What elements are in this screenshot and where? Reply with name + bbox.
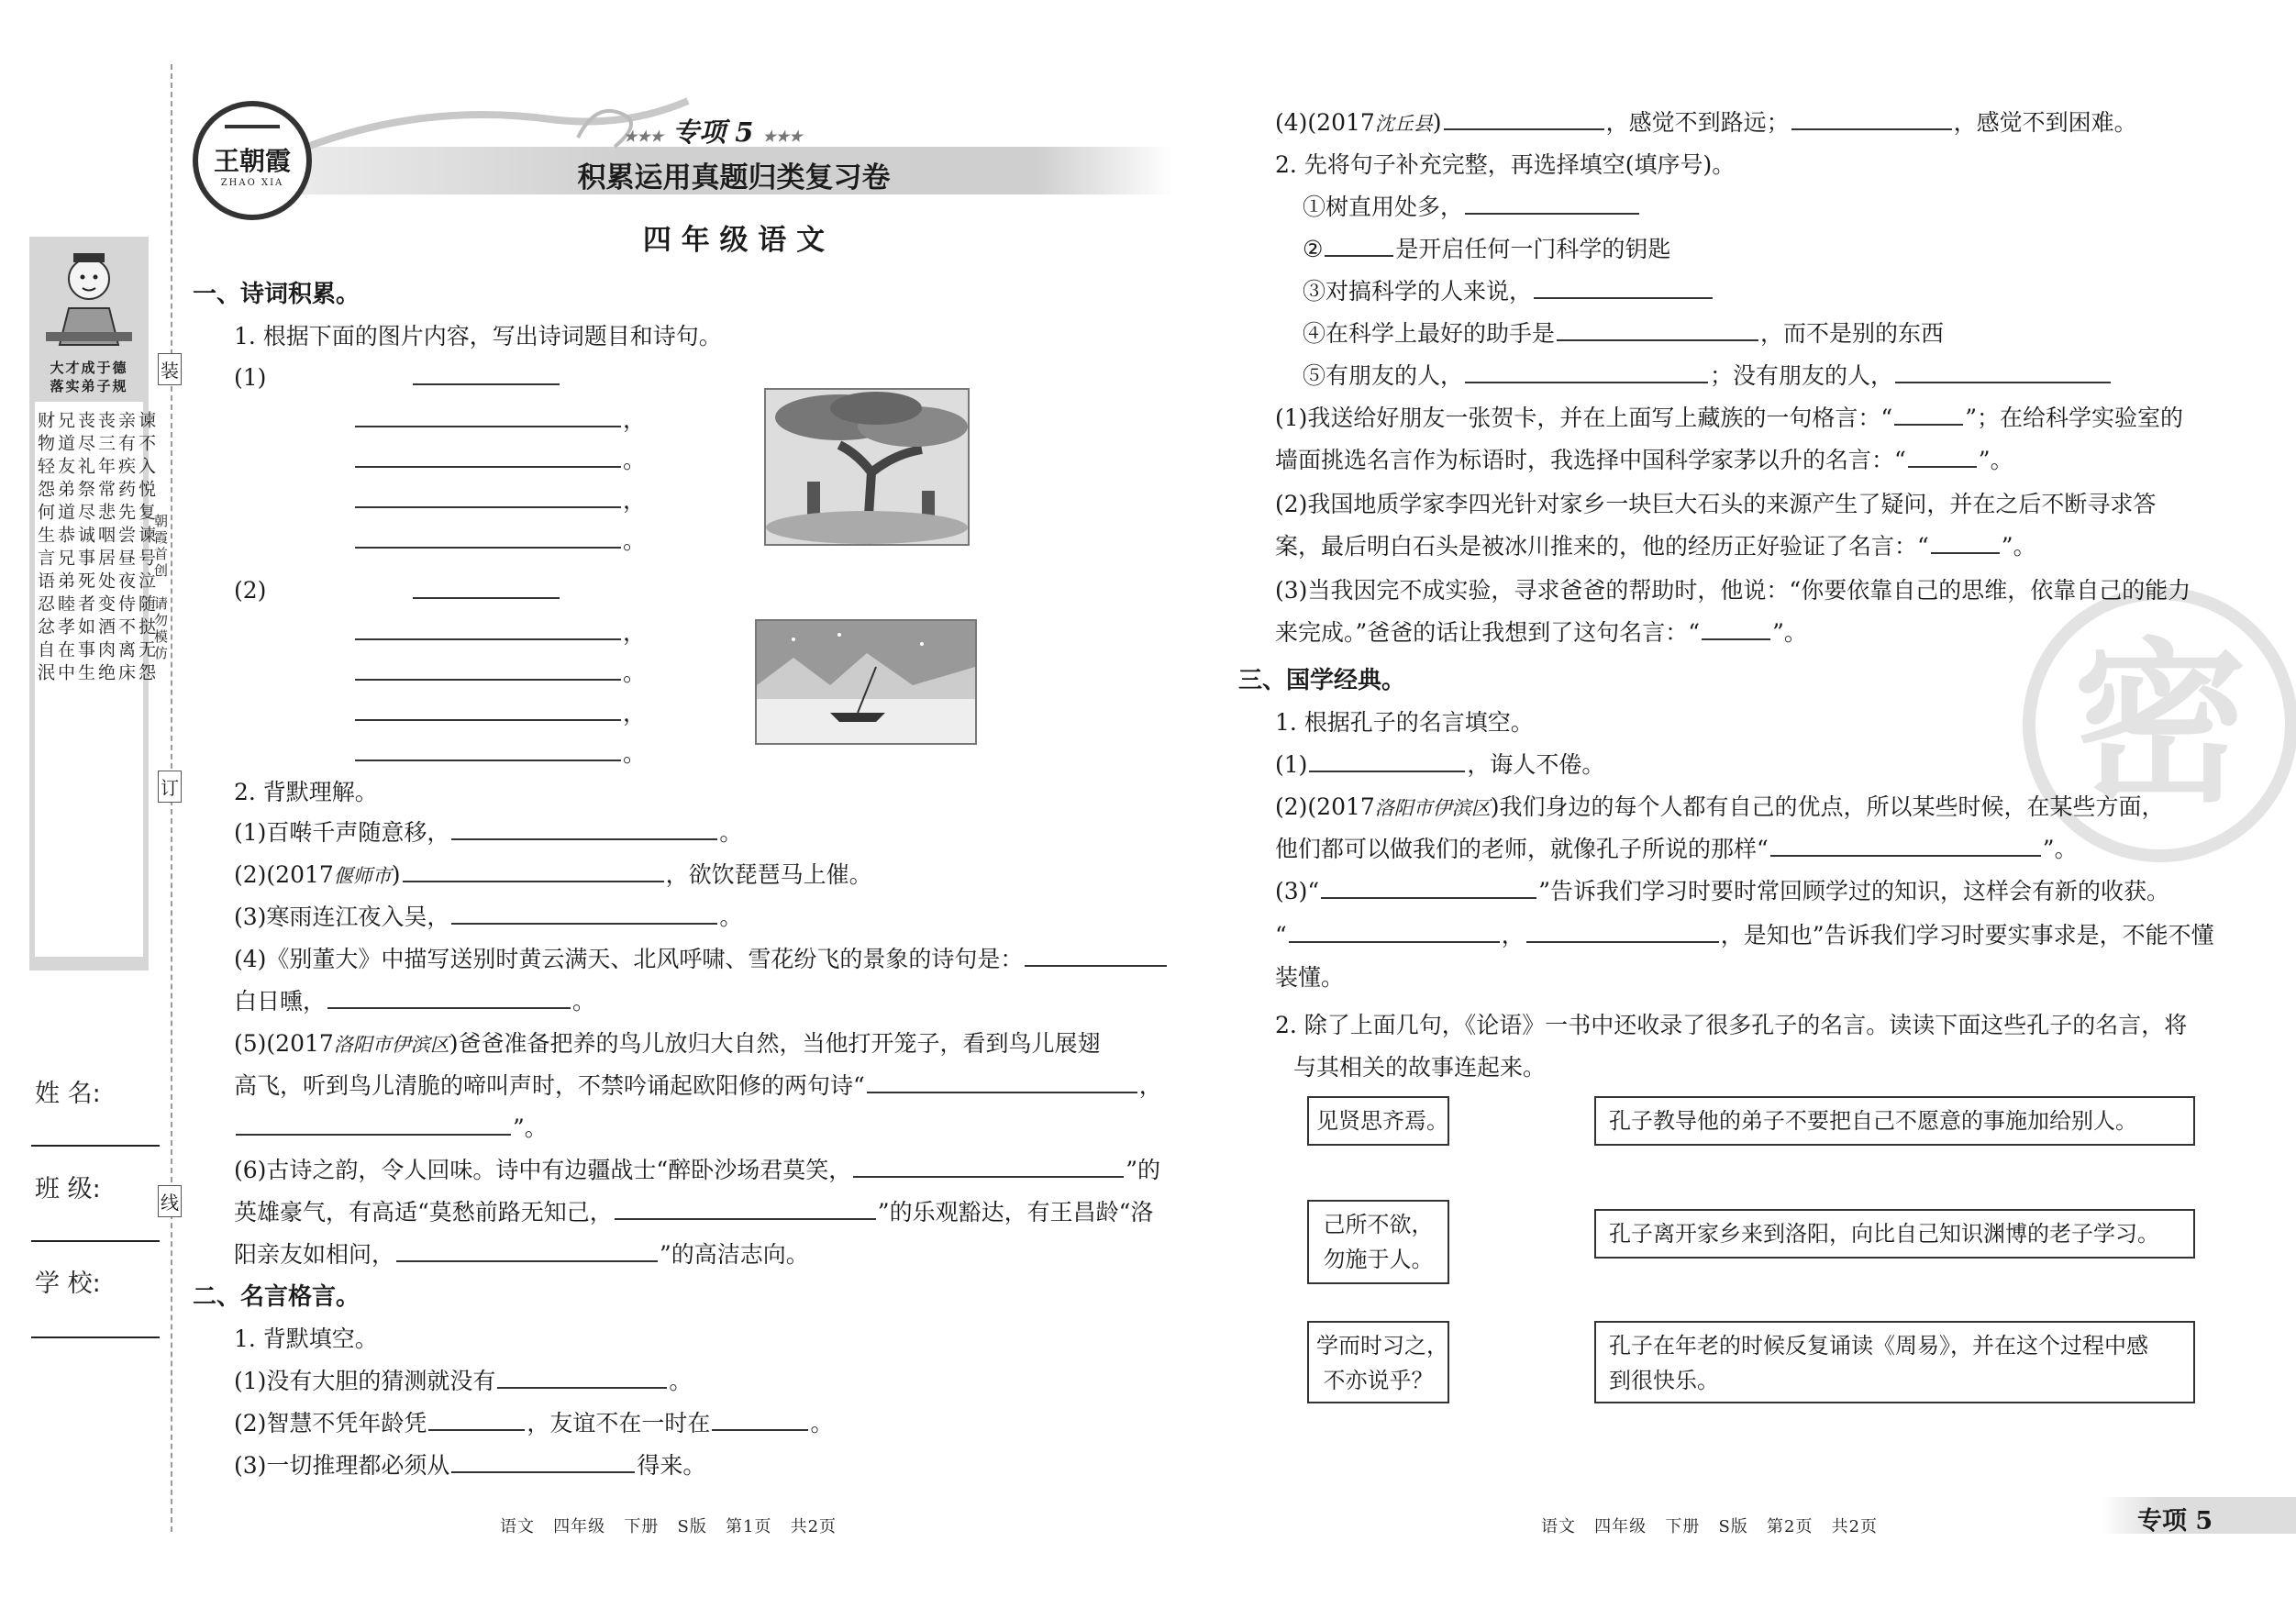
poem-illustration-1 <box>764 388 970 546</box>
apply-2b <box>1275 527 2036 567</box>
k2b-pre: 他们都可以做我们的老师，就像孔子所说的那样“ <box>1275 836 1769 862</box>
q2-line-d2 <box>234 981 595 1022</box>
q2-a-end: 。 <box>719 819 743 846</box>
apply-2b-pre: 案，最后明白石头是被冰川推来的，他的经历正好验证了名言：“ <box>1275 533 1929 560</box>
s2-a-text: (1)没有大胆的猜测就没有 <box>234 1368 496 1394</box>
q2-c-end: 。 <box>719 904 743 930</box>
punct: ， <box>623 619 647 646</box>
apply-3a: (3)当我因完不成实验，寻求爸爸的帮助时，他说：“你要依靠自己的思维，依靠自己的能力 <box>1275 577 2191 604</box>
side-note-1: 朝霞首创 <box>152 514 169 580</box>
question-2-2: 2. 先将句子补充完整，再选择填空(填序号)。 <box>1275 151 1736 178</box>
snow-river-image <box>757 621 975 743</box>
q2-line-f3 <box>234 1235 809 1275</box>
q2-b-tag: 偃师市 <box>333 865 392 887</box>
k1-line <box>1275 745 1604 785</box>
logo-subtext: ZHAO XIA <box>220 178 284 188</box>
story-box-3[interactable] <box>1594 1321 2195 1403</box>
side-mark-xian: 线 <box>158 1185 182 1217</box>
q2-line-f2 <box>234 1192 1153 1233</box>
answer-blank[interactable] <box>1702 615 1770 640</box>
apply-1b-post: ”。 <box>1978 447 2013 473</box>
answer-blank[interactable] <box>853 1152 1124 1178</box>
answer-blank[interactable] <box>1321 873 1536 899</box>
choice-5-post: ；没有朋友的人， <box>1710 362 1894 389</box>
answer-blank[interactable] <box>615 1194 876 1220</box>
subject-subtitle: 四 年 级 语 文 <box>642 224 826 257</box>
answer-blank[interactable] <box>1444 105 1604 130</box>
answer-blank[interactable] <box>1770 831 2041 857</box>
r4-line <box>1275 103 2137 144</box>
q2-line-d1 <box>234 939 1169 980</box>
answer-blank[interactable] <box>355 736 621 761</box>
s2-b-pre: (2)智慧不凭年龄凭 <box>234 1410 427 1436</box>
q2-f2-pre: 英雄豪气，有高适“莫愁前路无知己， <box>234 1199 613 1225</box>
answer-blank[interactable] <box>236 1110 511 1136</box>
q2-line-b <box>234 855 872 896</box>
q2-e2-end: ， <box>1138 1072 1162 1099</box>
q2-f2-post: ”的乐观豁达，有王昌龄“洛 <box>877 1199 1154 1225</box>
poem-lines-1 <box>353 400 646 561</box>
corner-label: 专项 5 <box>2137 1507 2213 1536</box>
saying-box-3[interactable] <box>1307 1321 1449 1403</box>
k1-post: ，诲人不倦。 <box>1467 751 1605 778</box>
s2-b-mid: ，友谊不在一时在 <box>527 1410 711 1436</box>
question-3-2a: 2. 除了上面几句，《论语》一书中还收录了很多孔子的名言。读读下面这些孔子的名言，将 <box>1275 1012 2188 1038</box>
choice-3-text: ③对搞科学的人来说， <box>1303 278 1533 305</box>
r4-pre: (4)(2017 <box>1275 109 1375 136</box>
apply-2a: (2)我国地质学家李四光针对家乡一块巨大石头的来源产生了疑问，并在之后不断寻求答 <box>1275 491 2157 517</box>
q2-line-e1 <box>234 1024 1101 1065</box>
k2b-line <box>1275 829 2078 870</box>
section-2-title: 二、名言格言。 <box>193 1283 360 1311</box>
q2-line-e2 <box>234 1066 1162 1106</box>
saying-box-1[interactable] <box>1307 1096 1449 1146</box>
answer-blank[interactable] <box>451 815 717 840</box>
name-field[interactable] <box>31 1143 160 1147</box>
school-field[interactable] <box>31 1335 160 1338</box>
choice-2 <box>1303 229 1670 270</box>
k3c-line: 装懂。 <box>1275 964 1345 991</box>
punct: 。 <box>623 660 647 686</box>
choice-3 <box>1303 272 1714 312</box>
answer-blank[interactable] <box>451 1447 635 1473</box>
star-decoration-icon: ★★★ <box>762 128 803 145</box>
q2-e3-end: ”。 <box>513 1115 548 1141</box>
side-mark-ding: 订 <box>158 771 182 803</box>
q1-item-1-label: (1) <box>234 364 267 391</box>
poem-column: 丧三年常悲咽居处变酒肉绝 <box>95 411 116 686</box>
q2-e-tag: 洛阳市伊滨区 <box>333 1034 449 1056</box>
apply-1a <box>1275 398 2183 438</box>
choice-5 <box>1303 356 2113 396</box>
section-1-title: 一、诗词积累。 <box>193 281 360 308</box>
k2a-post: )我们身边的每个人都有自己的优点，所以某些时候，在某些方面， <box>1490 793 2165 820</box>
answer-blank[interactable] <box>1025 941 1167 967</box>
poem-column: 亲有疾药先尝昼夜侍不离床 <box>116 411 136 686</box>
school-label: 学 校: <box>35 1270 101 1298</box>
s2-a-end: 。 <box>669 1368 693 1394</box>
q2-a-text: (1)百啭千声随意移， <box>234 819 450 846</box>
side-note-2: 请勿模仿 <box>152 596 169 662</box>
q2-c-text: (3)寒雨连江夜入吴， <box>234 904 450 930</box>
motto-panel <box>29 237 156 970</box>
binding-strip <box>0 0 179 1597</box>
k3a-pre: (3)“ <box>1275 878 1320 904</box>
q2-line-e3 <box>234 1108 548 1148</box>
apply-1b-pre: 墙面挑选名言作为标语时，我选择中国科学家茅以升的名言：“ <box>1275 447 1906 473</box>
question-1-1: 1. 根据下面的图片内容，写出诗词题目和诗句。 <box>234 323 722 349</box>
logo-text: 王朝霞 <box>213 146 291 176</box>
answer-blank[interactable] <box>1325 231 1393 257</box>
answer-blank[interactable] <box>712 1405 808 1431</box>
q1-item-2-label: (2) <box>234 577 267 604</box>
logo-crown-icon <box>225 112 280 128</box>
saying-text: 己所不欲， 勿施于人。 <box>1323 1212 1434 1272</box>
answer-blank[interactable] <box>355 695 621 721</box>
watermark-text: 密 <box>2072 621 2247 826</box>
q2-b-pre: (2)(2017 <box>234 861 334 888</box>
s2-b-end: 。 <box>810 1410 834 1436</box>
poem-column: 谏不入悦复谏号泣随挞无怨 <box>136 411 156 686</box>
apply-3b-pre: 来完成。”爸爸的话让我想到了这句名言：“ <box>1275 619 1701 646</box>
saying-box-2[interactable] <box>1307 1200 1449 1284</box>
answer-blank[interactable] <box>327 983 571 1009</box>
answer-blank[interactable] <box>355 442 621 468</box>
choice-2-post: 是开启任何一门科学的钥匙 <box>1395 236 1671 262</box>
poem-title-blank-1[interactable] <box>413 383 560 385</box>
poem-illustration-2 <box>755 619 977 745</box>
q2-line-c <box>234 897 742 937</box>
punct: 。 <box>623 740 647 767</box>
q2-f3-post: ”的高洁志向。 <box>660 1241 809 1268</box>
poem-column: 兄道友弟道恭兄弟睦孝在中 <box>55 411 75 686</box>
punct: 。 <box>623 527 647 554</box>
q2-line-f1 <box>234 1150 1160 1191</box>
story-text: 孔子教导他的弟子不要把自己不愿意的事施加给别人。 <box>1609 1108 2137 1134</box>
answer-blank[interactable] <box>1791 105 1952 130</box>
r4-b: ，感觉不到困难。 <box>1953 109 2137 136</box>
answer-blank[interactable] <box>1309 747 1465 772</box>
answer-blank[interactable] <box>355 482 621 508</box>
punct: ， <box>623 700 647 726</box>
series-label: 专项 5 <box>672 116 754 148</box>
side-mark-zhuang: 装 <box>158 353 182 385</box>
answer-blank[interactable] <box>1557 316 1758 341</box>
class-field[interactable] <box>31 1238 160 1242</box>
answer-blank[interactable] <box>1534 273 1713 299</box>
poem-columns <box>35 402 156 957</box>
right-page-footer: 语文 四年级 下册 S版 第2页 共2页 <box>1541 1517 1879 1536</box>
k1-pre: (1) <box>1275 751 1308 778</box>
r4-a: ，感觉不到路远； <box>1605 109 1790 136</box>
punct: ， <box>623 487 647 514</box>
poem-column: 丧尽礼祭尽诚事死者如事生 <box>75 411 95 686</box>
choice-4-pre: ④在科学上最好的助手是 <box>1303 320 1556 347</box>
apply-3b-post: ”。 <box>1772 619 1807 646</box>
choice-1-text: ①树直用处多， <box>1303 194 1464 220</box>
q2-e-post: )爸爸准备把养的鸟儿放归大自然，当他打开笼子，看到鸟儿展翅 <box>449 1030 1101 1057</box>
answer-blank[interactable] <box>428 1405 525 1431</box>
q2-f3-pre: 阳亲友如相问， <box>234 1241 395 1268</box>
punct: 。 <box>623 447 647 473</box>
answer-blank[interactable] <box>1465 358 1708 383</box>
k2a-pre: (2)(2017 <box>1275 793 1375 820</box>
choice-2-pre: ② <box>1303 236 1324 262</box>
answer-blank[interactable] <box>867 1068 1137 1093</box>
k3a-line <box>1275 871 2169 912</box>
q2-d-text: (4)《别董大》中描写送别时黄云满天、北风呼啸、雪花纷飞的景象的诗句是： <box>234 946 1024 972</box>
k3b-mid: ， <box>1501 922 1525 948</box>
poem-lines-2 <box>353 613 646 774</box>
k2a-tag: 洛阳市伊滨区 <box>1374 797 1491 819</box>
answer-blank[interactable] <box>1931 528 2000 554</box>
motto-label-1: 大才成于德 <box>50 360 128 376</box>
answer-blank[interactable] <box>1465 189 1639 215</box>
scholar-illustration <box>37 244 141 354</box>
k3b-pre: “ <box>1275 922 1287 948</box>
story-text: 孔子离开家乡来到洛阳，向比自己知识渊博的老子学习。 <box>1609 1221 2159 1247</box>
s2-line-a <box>234 1361 692 1402</box>
saying-text: 学而时习之， 不亦说乎？ <box>1316 1333 1448 1393</box>
class-label: 班 级: <box>35 1175 101 1203</box>
apply-3b <box>1275 613 1807 653</box>
question-3-2b: 与其相关的故事连起来。 <box>1293 1054 1547 1081</box>
s2-c-pre: (3)一切推理都必须从 <box>234 1452 450 1479</box>
brand-logo <box>193 101 312 220</box>
series-row <box>624 112 803 150</box>
k2a-line <box>1275 787 2165 828</box>
answer-blank[interactable] <box>355 615 621 640</box>
q2-d2-end: 。 <box>572 988 596 1015</box>
star-decoration-icon: ★★★ <box>624 128 664 145</box>
answer-blank[interactable] <box>1908 442 1977 468</box>
s2-line-b <box>234 1403 833 1444</box>
question-1-2: 2. 背默理解。 <box>234 779 378 805</box>
answer-blank[interactable] <box>396 1237 658 1262</box>
q2-b-mid: ) <box>391 861 401 888</box>
choice-4 <box>1303 314 1944 354</box>
k3b-line <box>1275 915 2214 956</box>
answer-blank[interactable] <box>355 523 621 549</box>
q2-d2-text: 白日曛， <box>234 988 327 1015</box>
question-2-1: 1. 背默填空。 <box>234 1325 378 1352</box>
story-box-1[interactable] <box>1594 1096 2195 1146</box>
k3b-post: ，是知也”告诉我们学习时要实事求是，不能不懂 <box>1720 922 2214 948</box>
apply-2b-post: ”。 <box>2001 533 2036 560</box>
answer-blank[interactable] <box>1895 358 2111 383</box>
answer-blank[interactable] <box>1894 400 1963 426</box>
answer-blank[interactable] <box>355 402 621 427</box>
answer-blank[interactable] <box>1526 917 1719 943</box>
q2-line-a <box>234 813 742 853</box>
answer-blank[interactable] <box>355 655 621 681</box>
section-3-title: 三、国学经典。 <box>1238 667 1406 694</box>
worksheet-title: 积累运用真题归类复习卷 <box>577 161 891 194</box>
answer-blank[interactable] <box>497 1363 667 1389</box>
q2-e-pre: (5)(2017 <box>234 1030 334 1057</box>
r4-tag: 沈丘县 <box>1374 113 1433 135</box>
apply-1a-post: ”；在给科学实验室的 <box>1965 405 2183 431</box>
q2-b-post: ，欲饮琵琶马上催。 <box>665 861 872 888</box>
k3a-post: ”告诉我们学习时要时常回顾学过的知识，这样会有新的收获。 <box>1538 878 2169 904</box>
question-3-1: 1. 根据孔子的名言填空。 <box>1275 709 1534 736</box>
punct: ， <box>623 406 647 433</box>
name-label: 姓 名: <box>35 1080 101 1108</box>
answer-blank[interactable] <box>403 857 664 882</box>
k2b-post: ”。 <box>2042 836 2078 862</box>
s2-c-post: 得来。 <box>637 1452 706 1479</box>
r4-mid: ) <box>1432 109 1442 136</box>
left-page-footer: 语文 四年级 下册 S版 第1页 共2页 <box>500 1517 837 1536</box>
q2-f1-text: (6)古诗之韵，令人回味。诗中有边疆战士“醉卧沙场君莫笑， <box>234 1157 852 1183</box>
story-text: 孔子在年老的时候反复诵读《周易》，并在这个过程中感 到很快乐。 <box>1609 1333 2148 1393</box>
apply-1a-pre: (1)我送给好朋友一张贺卡，并在上面写上藏族的一句格言：“ <box>1275 405 1893 431</box>
answer-blank[interactable] <box>1289 917 1500 943</box>
poem-column: 财物轻怨何生言语忍忿自泯 <box>35 411 55 686</box>
answer-blank[interactable] <box>451 899 717 925</box>
choice-5-pre: ⑤有朋友的人， <box>1303 362 1464 389</box>
choice-4-post: ，而不是别的东西 <box>1760 320 1945 347</box>
saying-text: 见贤思齐焉。 <box>1316 1108 1448 1134</box>
tree-scene-image <box>766 390 968 544</box>
choice-1 <box>1303 187 1641 227</box>
story-box-2[interactable] <box>1594 1209 2195 1259</box>
apply-1b <box>1275 440 2013 481</box>
q2-e2-text: 高飞，听到鸟儿清脆的啼叫声时，不禁吟诵起欧阳修的两句诗“ <box>234 1072 865 1099</box>
motto-label-2: 落实弟子规 <box>50 378 128 394</box>
q2-f1-end: ”的 <box>1126 1157 1160 1183</box>
poem-title-blank-2[interactable] <box>413 597 560 599</box>
s2-line-c <box>234 1446 705 1486</box>
